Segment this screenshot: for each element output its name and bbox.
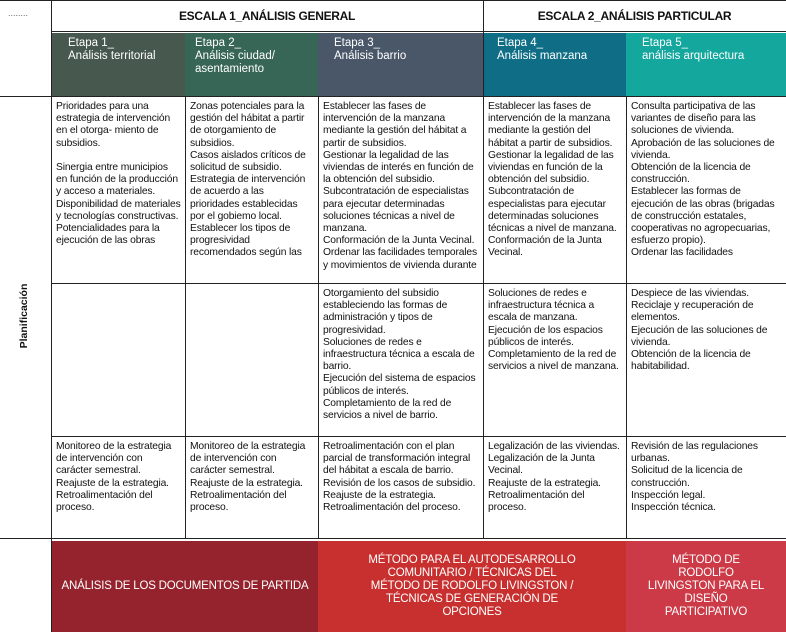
divider (51, 436, 786, 437)
stage-1 (52, 33, 185, 96)
stage-title: Etapa 1_ (68, 37, 115, 49)
method-autodesarrollo (318, 541, 626, 632)
stage-5 (626, 33, 786, 96)
stage-subtitle: Análisis manzana (497, 50, 588, 62)
stage-4 (483, 33, 626, 96)
divider (0, 538, 786, 539)
stage-title: Etapa 3_ (334, 37, 381, 49)
cell-r2-c4 (483, 284, 626, 434)
cell-r2-c2 (185, 284, 318, 434)
cell-text: Zonas potenciales para la gestión del hábitat a partir de otorgamiento de subsidios. Casos aislados críticos de solicitud de subsidio. Estrategia de intervención de acuerdo a las prioridades establecidas por el gobiemo local. Establecer los tipos de progresividad recomendados según las (190, 101, 306, 259)
method-livingston (626, 541, 786, 632)
scale-2-header: ESCALA 2_ANÁLISIS PARTICULAR (537, 8, 732, 23)
divider (0, 0, 786, 1)
stage-subtitle: Análisis territorial (68, 50, 156, 62)
divider (318, 96, 319, 538)
cell-text: Establecer las fases de intervención de la manzana mediante la gestión del hábitat a partir de subsidios. Gestionar la legalidad de las viviendas en función de la obtención del subsidio. Subcontratación de especialistas para ejecutar determinadas soluciones técnicas a nivel de manzana. Conformación de la Junta Vecinal. (488, 101, 617, 259)
divider (51, 31, 786, 32)
cell-r1-c3 (318, 97, 483, 280)
cell-text: Despiece de las viviendas. Reciclaje y recuperación de elementos. Ejecución de las soluciones de vivienda. Obtención de la licencia de habitabilidad. (631, 288, 768, 373)
cell-text: Revisión de las regulaciones urbanas. Solicitud de la licencia de construcción. Inspección legal. Inspección técnica. (631, 441, 758, 514)
cell-text: Monitoreo de la estrategia de intervención con carácter semestral. Reajuste de la estrategia. Retroalimentación del proceso. (56, 441, 172, 514)
cell-r3-c4 (483, 437, 626, 537)
cell-r3-c3 (318, 437, 483, 537)
stage-title: Etapa 5_ (642, 37, 689, 49)
cell-r1-c4 (483, 97, 626, 280)
cell-r1-c2 (185, 97, 318, 280)
cell-text: Consulta participativa de las variantes de diseño para las soluciones de vivienda. Aprobación de las soluciones de vivienda. Obtención de la licencia de construcción. Establecer las formas de ejecución de las obras (brigadas de construcción estatales, cooperativas no agropecuarias, esfuerzo propio). Ordenar las facilidades (631, 101, 775, 259)
divider (185, 96, 186, 538)
stage-title: Etapa 2_ (195, 37, 242, 49)
corner-label: ........ (8, 8, 29, 18)
cell-text: Prioridades para una estrategia de intervención en el otorga- miento de subsidios. Sinergia entre municipios en función de la producción y acceso a materiales. Disponibilidad de materiales y tecnologías constructivas. Potencialidades para la ejecución de las obras (56, 101, 181, 247)
cell-text: Soluciones de redes e infraestructura técnica a escala de manzana. Ejecución de los espacios públicos de interés. Completamiento de la red de servicios a nivel de manzana. (488, 288, 619, 373)
method-label: ANÁLISIS DE LOS DOCUMENTOS DE PARTIDA (61, 580, 309, 592)
cell-r1-c1 (51, 97, 185, 280)
cell-text: Retroalimentación con el plan parcial de transformación integral del hábitat a escala de barrio. Revisión de los casos de subsidio. Reajuste de la estrategia. Retroalimentación del proceso. (323, 441, 476, 514)
cell-text: Establecer las fases de intervención de la manzana mediante la gestión del hábitat a partir de subsidios. Gestionar la legalidad de las viviendas de interés en función de la obtención del subsidio. Subcontratación de especialistas para ejecutar determinadas soluciones técnicas a nivel de manzana. Conformación de la Junta Vecinal. Ordenar las facilidades temporales y movimientos de vivienda durante (323, 101, 478, 271)
method-documents (52, 541, 318, 632)
stage-2 (185, 33, 318, 96)
cell-r1-c5 (626, 97, 786, 280)
stage-3 (318, 33, 483, 96)
cell-r3-c5 (626, 437, 786, 537)
cell-text: Monitoreo de la estrategia de intervención con carácter semestral. Reajuste de la estrategia. Retroalimentación del proceso. (190, 441, 306, 514)
stage-subtitle: Análisis ciudad/ asentamiento (195, 50, 275, 75)
cell-r2-c1 (51, 284, 185, 434)
cell-r3-c1 (51, 437, 185, 537)
divider (51, 283, 786, 284)
stage-title: Etapa 4_ (497, 37, 544, 49)
cell-r3-c2 (185, 437, 318, 537)
divider (51, 0, 52, 632)
method-label: MÉTODO PARA EL AUTODESARROLLO COMUNITARIO / TÉCNICAS DEL MÉTODO DE RODOLFO LIVINGSTON / TÉCNICAS DE GENERACIÓN DE OPCIONES (368, 554, 576, 618)
divider (0, 96, 786, 97)
cell-r2-c3 (318, 284, 483, 434)
row-label-planificacion: Planificación (18, 283, 30, 349)
stage-subtitle: Análisis barrio (334, 50, 407, 62)
cell-text: Legalización de las viviendas. Legalización de la Junta Vecinal. Reajuste de la estrategia. Retroalimentación del proceso. (488, 441, 620, 514)
cell-text: Otorgamiento del subsidio estableciendo las formas de administración y tipos de progresividad. Soluciones de redes e infraestructura técnica a escala de barrio. Ejecución del sistema de espacios públicos de interés. Completamiento de la red de servicios a nivel de barrio. (323, 288, 476, 422)
divider (626, 96, 627, 538)
stage-subtitle: análisis arquitectura (642, 50, 745, 62)
method-label: MÉTODO DE RODOLFO LIVINGSTON PARA EL DISEÑO PARTICIPATIVO (647, 554, 765, 618)
cell-r2-c5 (626, 284, 786, 434)
scale-1-header: ESCALA 1_ANÁLISIS GENERAL (178, 8, 356, 23)
divider (483, 0, 484, 538)
